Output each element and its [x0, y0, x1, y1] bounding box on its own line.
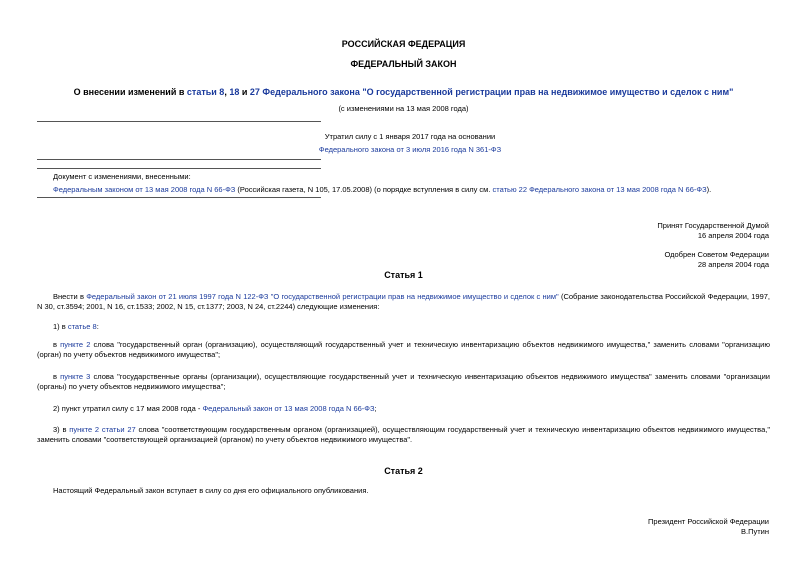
changes-link-article-22[interactable]: статью 22 Федерального закона от 13 мая 2008 года N 66-ФЗ: [492, 185, 707, 195]
adopted-block: [657, 221, 769, 241]
item-1b-link[interactable]: пункте 3: [60, 372, 91, 381]
signature-position: Президент Российской Федерации: [648, 517, 769, 526]
item-2-link[interactable]: Федеральный закон от 13 мая 2008 года N 66-ФЗ: [202, 404, 375, 413]
item-1-link[interactable]: статье 8: [67, 322, 97, 331]
intro-link-law-title[interactable]: "О государственной регистрации прав на недвижимое имущество и сделок с ним": [270, 292, 559, 301]
item-text: 2) пункт утратил силу с 17 мая 2008 года -: [53, 404, 203, 413]
law-type-heading: ФЕДЕРАЛЬНЫЙ ЗАКОН: [350, 59, 457, 69]
changes-link-law[interactable]: Федеральным законом от 13 мая 2008 года N 66-ФЗ: [53, 185, 236, 195]
intro-text: Внести в: [53, 292, 87, 301]
adopted-line2: 16 апреля 2004 года: [697, 231, 769, 241]
item-text: слова "государственные органы (организации), осуществляющие государственный учет и техническую инвентаризацию объектов недвижимого имущества" заменить словами "организации (органы) по учету объектов недвижимого имущества";: [37, 372, 770, 392]
changes-block: [53, 172, 773, 195]
article-2-title: Статья 2: [384, 466, 423, 476]
item-text: слова "государственный орган (организацию), осуществляющий государственный учет и техническую инвентаризацию объектов недвижимого имущества," заменить словами "организацию (орган) по учету объектов недвижимого имущества";: [37, 340, 770, 360]
signature-name: В.Путин: [741, 527, 769, 537]
article-1-item-3: [37, 425, 770, 445]
title-link-article-8[interactable]: статьи 8: [186, 87, 225, 97]
item-text: слова "соответствующим государственным органом (организацией), осуществляющим государственный учет и техническую инвентаризацию объектов недвижимого имущества," заменить словами "соответствующей организацией (органом) по учету объектов недвижимого имущества".: [37, 425, 770, 445]
divider: [37, 168, 321, 169]
item-text: в: [53, 340, 61, 349]
status-block: [200, 132, 620, 155]
status-text: Утратил силу с 1 января 2017 года на основании: [324, 132, 496, 141]
title-link-article-27[interactable]: 27: [249, 87, 260, 97]
status-link[interactable]: Федерального закона от 3 июля 2016 года N 361-ФЗ: [318, 145, 502, 155]
article-1-item-2: [37, 404, 770, 414]
item-1a-link[interactable]: пункте 2: [60, 340, 91, 349]
adopted-line1: Принят Государственной Думой: [657, 221, 769, 230]
article-1-item-1a: [37, 340, 770, 360]
item-text: ;: [374, 404, 377, 413]
title-link-article-18[interactable]: 18: [229, 87, 240, 97]
divider: [37, 197, 321, 198]
item-3-link[interactable]: пункте 2 статьи 27: [69, 425, 136, 434]
changes-text: ).: [706, 185, 712, 195]
article-2-text: Настоящий Федеральный закон вступает в силу со дня его официального опубликования.: [53, 486, 369, 495]
title-separator: и: [239, 87, 250, 97]
item-text: 3) в: [53, 425, 70, 434]
approved-line1: Одобрен Советом Федерации: [664, 250, 769, 259]
item-text: :: [96, 322, 99, 331]
edition-note: (с изменениями на 13 мая 2008 года): [338, 104, 469, 113]
article-1-item-1: [37, 322, 770, 332]
item-text: в: [53, 372, 61, 381]
article-1-title: Статья 1: [384, 270, 423, 280]
item-text: 1) в: [53, 322, 68, 331]
title-separator: ,: [224, 87, 230, 97]
title-prefix: О внесении изменений в: [73, 87, 187, 97]
changes-text: (Российская газета, N 105, 17.05.2008) (о порядке вступления в силу см.: [235, 185, 493, 195]
changes-label: Документ с изменениями, внесенными:: [53, 172, 191, 181]
intro-link-law-122[interactable]: Федеральный закон от 21 июля 1997 года N 122-ФЗ: [86, 292, 269, 301]
approved-block: [664, 250, 769, 270]
approved-line2: 28 апреля 2004 года: [697, 260, 769, 270]
country-heading: РОССИЙСКАЯ ФЕДЕРАЦИЯ: [341, 39, 466, 49]
signature-block: [648, 517, 769, 537]
divider: [37, 121, 321, 122]
document-title: [0, 86, 807, 98]
article-1-item-1b: [37, 372, 770, 392]
article-1-intro: [37, 292, 770, 312]
divider: [37, 159, 321, 160]
intro-text: (Собрание законодательства Российской Федерации, 1997, N 30, ст.3594; 2001, N 16, ст.1533; 2002, N 15, ст.1377; 2003, N 24, ст.2244) следующие изменения:: [37, 292, 770, 312]
title-link-federal-law[interactable]: Федерального закона "О государственной регистрации прав на недвижимое имущество и сделок с ним": [262, 87, 734, 97]
